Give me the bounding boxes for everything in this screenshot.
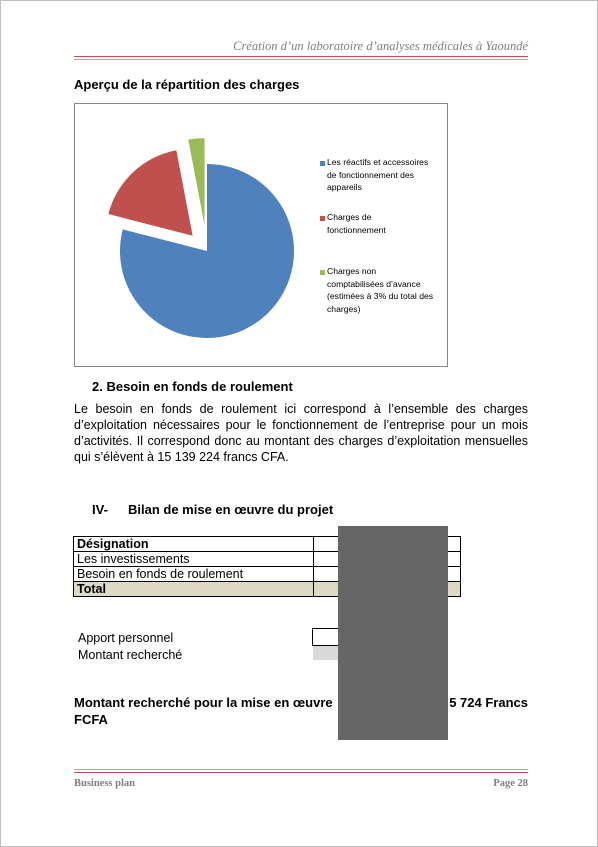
montant-label: Montant recherché (78, 648, 183, 662)
footer-rule-thin (74, 769, 528, 770)
conclusion-right: 5 724 Francs (449, 695, 528, 710)
legend-swatch-non-comptabilisees (320, 270, 325, 275)
table-cell-total: Total (74, 582, 314, 597)
conclusion-line2: FCFA (74, 712, 108, 727)
pie-slice-non-comptabilisees (188, 138, 204, 225)
legend-line: appareils (327, 182, 362, 192)
legend-swatch-reactifs (320, 161, 325, 166)
apport-label: Apport personnel (78, 631, 174, 645)
subsection-title: 2. Besoin en fonds de roulement (92, 379, 293, 394)
legend-item-reactifs (327, 156, 428, 194)
legend-line: (estimées à 3% du total des (327, 291, 434, 301)
part-title: Bilan de mise en œuvre du projet (128, 502, 334, 517)
table-cell-investissements: Les investissements (74, 552, 314, 567)
legend-item-fonctionnement (327, 211, 386, 236)
header-rule-thin (74, 59, 528, 60)
legend-line: Charges de (327, 212, 372, 222)
pie-chart (74, 103, 448, 367)
footer-rule (74, 772, 528, 773)
legend-line: Les réactifs et accessoires (327, 157, 429, 167)
footer-left: Business plan (74, 778, 135, 789)
page-header: Création d’un laboratoire d’analyses médicales à Yaoundé (233, 39, 528, 53)
section-title: Aperçu de la répartition des charges (74, 77, 300, 92)
part-number: IV- (92, 502, 108, 517)
conclusion (74, 694, 528, 728)
legend-line: comptabilisées d’avance (327, 278, 421, 289)
legend-line: charges) (327, 303, 361, 314)
pie-chart-svg (75, 104, 447, 366)
table-cell-bfr: Besoin en fonds de roulement (74, 567, 314, 582)
redaction-block (338, 526, 448, 740)
table-cell-designation: Désignation (74, 537, 314, 552)
legend-swatch-fonctionnement (320, 216, 325, 221)
page-number: Page 28 (493, 778, 528, 789)
legend-line: de fonctionnement des (327, 169, 414, 180)
pie-slice-fonctionnement (108, 150, 192, 235)
conclusion-left: Montant recherché pour la mise en œuvre (74, 695, 333, 710)
body-paragraph: Le besoin en fonds de roulement ici correspond à l’ensemble des charges d’exploitation nécessaires pour le fonctionnement de l’entreprise pour un mois d’activités. Il correspond donc au montant des charges d’exploitation mensuelles qui s’élèvent à 15 139 224 francs CFA. (74, 402, 528, 464)
legend-line: Charges non (327, 266, 377, 276)
legend-item-non-comptabilisees (327, 265, 433, 315)
header-rule (74, 56, 528, 57)
legend-line: fonctionnement (327, 224, 386, 235)
